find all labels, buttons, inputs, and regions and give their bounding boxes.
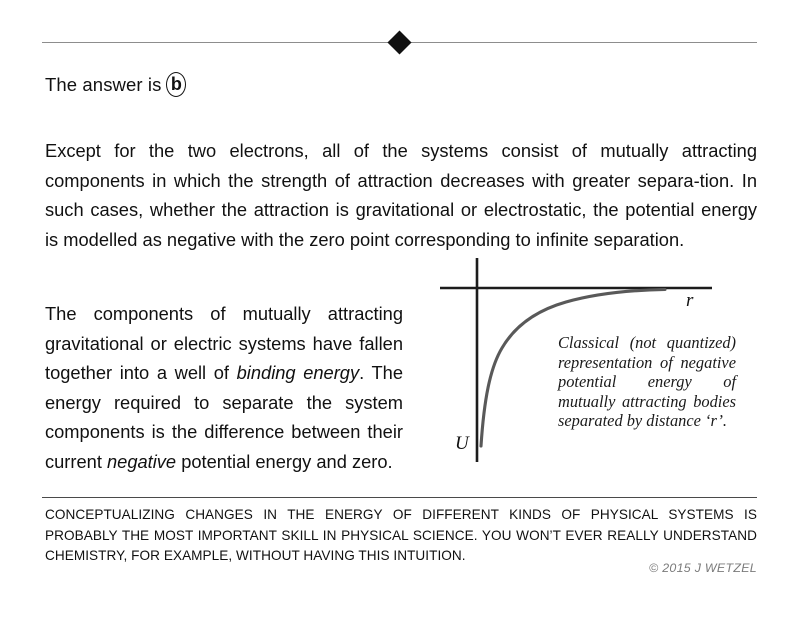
answer-choice-badge: b	[166, 72, 186, 97]
explanation-paragraph: Except for the two electrons, all of the systems consist of mutually attracting components in which the strength of attraction decreases with greater separa-tion. In such cases, whether the attraction is gravitational or electrostatic, the potential energy is modelled as negative with the zero point corresponding to infinite separation.	[45, 140, 757, 250]
diamond-ornament-icon	[387, 30, 411, 54]
r-axis-label: r	[686, 290, 694, 311]
answer-prefix-label: The answer is	[45, 73, 162, 95]
paragraph-text-part-1: The components of mutually attracting gravitational or electric systems have fallen together into a well of	[45, 303, 403, 384]
paragraph-text-part-3: potential energy and zero.	[176, 450, 393, 472]
emphasis-binding-energy: binding energy	[236, 362, 360, 384]
u-axis-label: U	[455, 433, 469, 454]
answer-line	[45, 72, 186, 97]
figure-caption: Classical (not quantized) representation of negative potential energy of mutually attracting bodies separated by distance ‘r’.	[558, 333, 736, 431]
paragraph-text-part-2: . The energy required to separate the system components is the difference between their current	[45, 362, 404, 472]
footer-note: CONCEPTUALIZING CHANGES IN THE ENERGY OF DIFFERENT KINDS OF PHYSICAL SYSTEMS IS PROBABLY THE MOST IMPORTANT SKILL IN PHYSICAL SCIENCE. YOU WON’T EVER REALLY UNDERSTAND CHEMISTRY, FOR EXAMPLE, WITHOUT HAVING THIS INTUITION.	[45, 507, 757, 563]
binding-energy-paragraph	[45, 299, 403, 476]
bottom-divider-rule	[42, 497, 757, 498]
potential-energy-diagram	[430, 250, 770, 475]
emphasis-negative: negative	[106, 450, 177, 472]
copyright-notice: © 2015 J WETZEL	[649, 561, 757, 575]
